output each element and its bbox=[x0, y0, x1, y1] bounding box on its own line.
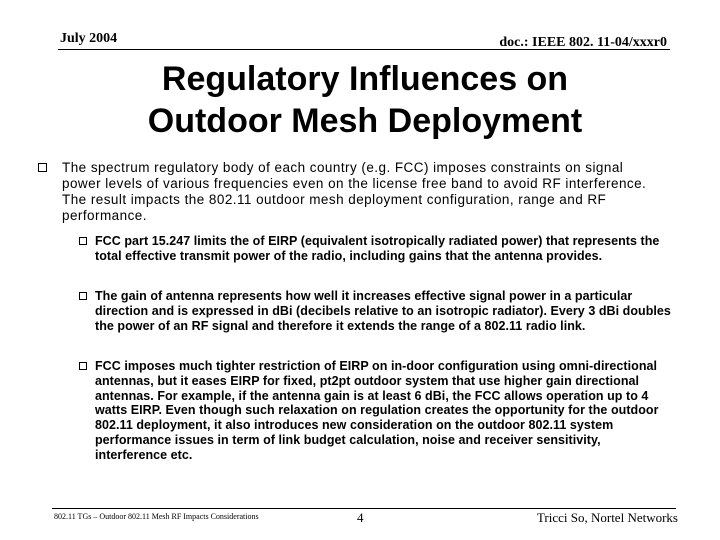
checkbox-bullet-icon bbox=[79, 292, 87, 300]
sub-bullet-text: The gain of antenna represents how well it increases effective signal power in a particular direction and is expressed in dBi (decibels relative to an isotropic radiator). Every 3 dBi doubles the power of an RF signal and therefore it extends the range of a 802.11 radio link. bbox=[95, 289, 671, 333]
header-doc-id: doc.: IEEE 802. 11-04/xxxr0 bbox=[499, 35, 667, 50]
slide-title-line-1: Regulatory Influences on bbox=[161, 60, 569, 98]
sub-bullet-text: FCC part 15.247 limits the of EIRP (equivalent isotropically radiated power) that represents the total effective transmit power of the radio, including gains that the antenna provides. bbox=[95, 234, 660, 263]
slide-title-line-2: Outdoor Mesh Deployment bbox=[147, 102, 583, 140]
header-date: July 2004 bbox=[60, 31, 118, 46]
main-bullet bbox=[38, 160, 658, 224]
main-bullet-text: The spectrum regulatory body of each country (e.g. FCC) imposes constraints on signal power levels of various frequencies even on the license free band to avoid RF interference. The result impacts the 802.11 outdoor mesh deployment configuration, range and RF performance. bbox=[62, 160, 647, 223]
page-number: 4 bbox=[357, 510, 364, 525]
footer-title: 802.11 TGs – Outdoor 802.11 Mesh RF Impacts Considerations bbox=[54, 512, 259, 521]
checkbox-bullet-icon bbox=[79, 237, 87, 245]
checkbox-bullet-icon bbox=[38, 163, 47, 172]
sub-bullet-1 bbox=[79, 234, 674, 264]
slide-title bbox=[60, 58, 670, 142]
footer-divider bbox=[52, 508, 676, 509]
sub-bullet-2 bbox=[79, 289, 674, 333]
footer-author: Tricci So, Nortel Networks bbox=[536, 510, 678, 525]
sub-bullet-3 bbox=[79, 359, 674, 463]
sub-bullet-text: FCC imposes much tighter restriction of EIRP on in-door configuration using omni-directional antennas, but it eases EIRP for fixed, pt2pt outdoor system that use higher gain directional antennas. For example, if the antenna gain is at least 6 dBi, the FCC allows operation up to 4 watts EIRP. Even though such relaxation on regulation creates the opportunity for the outdoor 802.11 deployment, it also introduces new consideration on the outdoor 802.11 system performance issues in term of link budget calculation, noise and receiver sensitivity, interference etc. bbox=[95, 359, 659, 462]
checkbox-bullet-icon bbox=[79, 362, 87, 370]
header-divider bbox=[58, 49, 670, 50]
